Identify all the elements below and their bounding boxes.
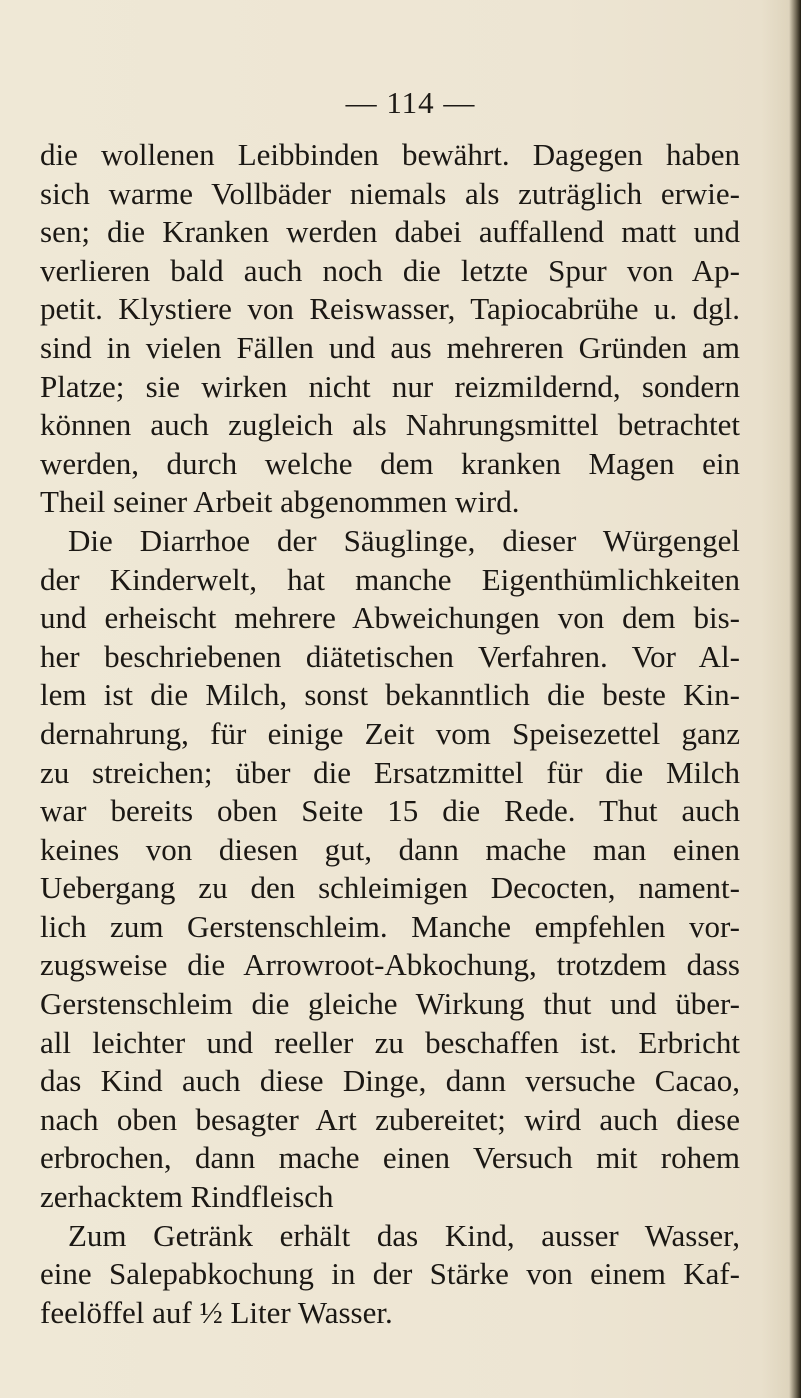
text-line: erbrochen, dann mache einen Versuch mit rohem [40,1140,740,1176]
text-line: sind in vielen Fällen und aus mehreren Gründen am [40,329,740,365]
text-line: das Kind auch diese Dinge, dann versuche Cacao, [40,1063,740,1099]
text-line: Die Diarrhoe der Säuglinge, dieser Würgengel [68,522,740,558]
text-line: sen; die Kranken werden dabei auffallend matt und [40,214,740,250]
text-line: der Kinderwelt, hat manche Eigenthümlichkeiten [40,561,740,597]
text-line: sich warme Vollbäder niemals als zuträglich erwie- [40,175,740,211]
text-line: verlieren bald auch noch die letzte Spur von Ap- [40,252,740,288]
text-line: Zum Getränk erhält das Kind, ausser Wasser, [68,1217,740,1253]
text-line: petit. Klystiere von Reiswasser, Tapiocabrühe u. dgl. [40,291,740,327]
page-number: — 114 — [345,85,476,120]
text-line: lich zum Gerstenschleim. Manche empfehlen vor- [40,908,740,944]
text-line: feelöffel auf ½ Liter Wasser. [40,1294,393,1330]
text-line: Gerstenschleim die gleiche Wirkung thut und über- [40,986,740,1022]
text-line: keines von diesen gut, dann mache man einen [40,831,740,867]
text-line: lem ist die Milch, sonst bekanntlich die beste Kin- [40,677,740,713]
text-line: nach oben besagter Art zubereitet; wird auch diese [40,1101,740,1137]
text-line: eine Salepabkochung in der Stärke von einem Kaf- [40,1256,740,1292]
text-line: zerhacktem Rindfleisch [40,1179,334,1215]
text-line: war bereits oben Seite 15 die Rede. Thut auch [40,793,740,829]
text-line: werden, durch welche dem kranken Magen ein [40,445,740,481]
text-line: zugsweise die Arrowroot-Abkochung, trotzdem dass [40,947,740,983]
text-line: dernahrung, für einige Zeit vom Speisezettel ganz [40,715,740,751]
text-line: können auch zugleich als Nahrungsmittel betrachtet [40,407,740,443]
text-line: Theil seiner Arbeit abgenommen wird. [40,484,520,520]
text-line: all leichter und reeller zu beschaffen ist. Erbricht [40,1024,740,1060]
text-line: her beschriebenen diätetischen Verfahren. Vor Al- [40,638,740,674]
text-line: zu streichen; über die Ersatzmittel für die Milch [40,754,740,790]
text-line: und erheischt mehrere Abweichungen von dem bis- [40,600,740,636]
body-text [40,136,740,1332]
text-line: Uebergang zu den schleimigen Decocten, nament- [40,870,740,906]
page-edge-shadow [789,0,801,1398]
text-line: Platze; sie wirken nicht nur reizmildernd, sondern [40,368,740,404]
text-line: die wollenen Leibbinden bewährt. Dagegen haben [40,137,740,172]
